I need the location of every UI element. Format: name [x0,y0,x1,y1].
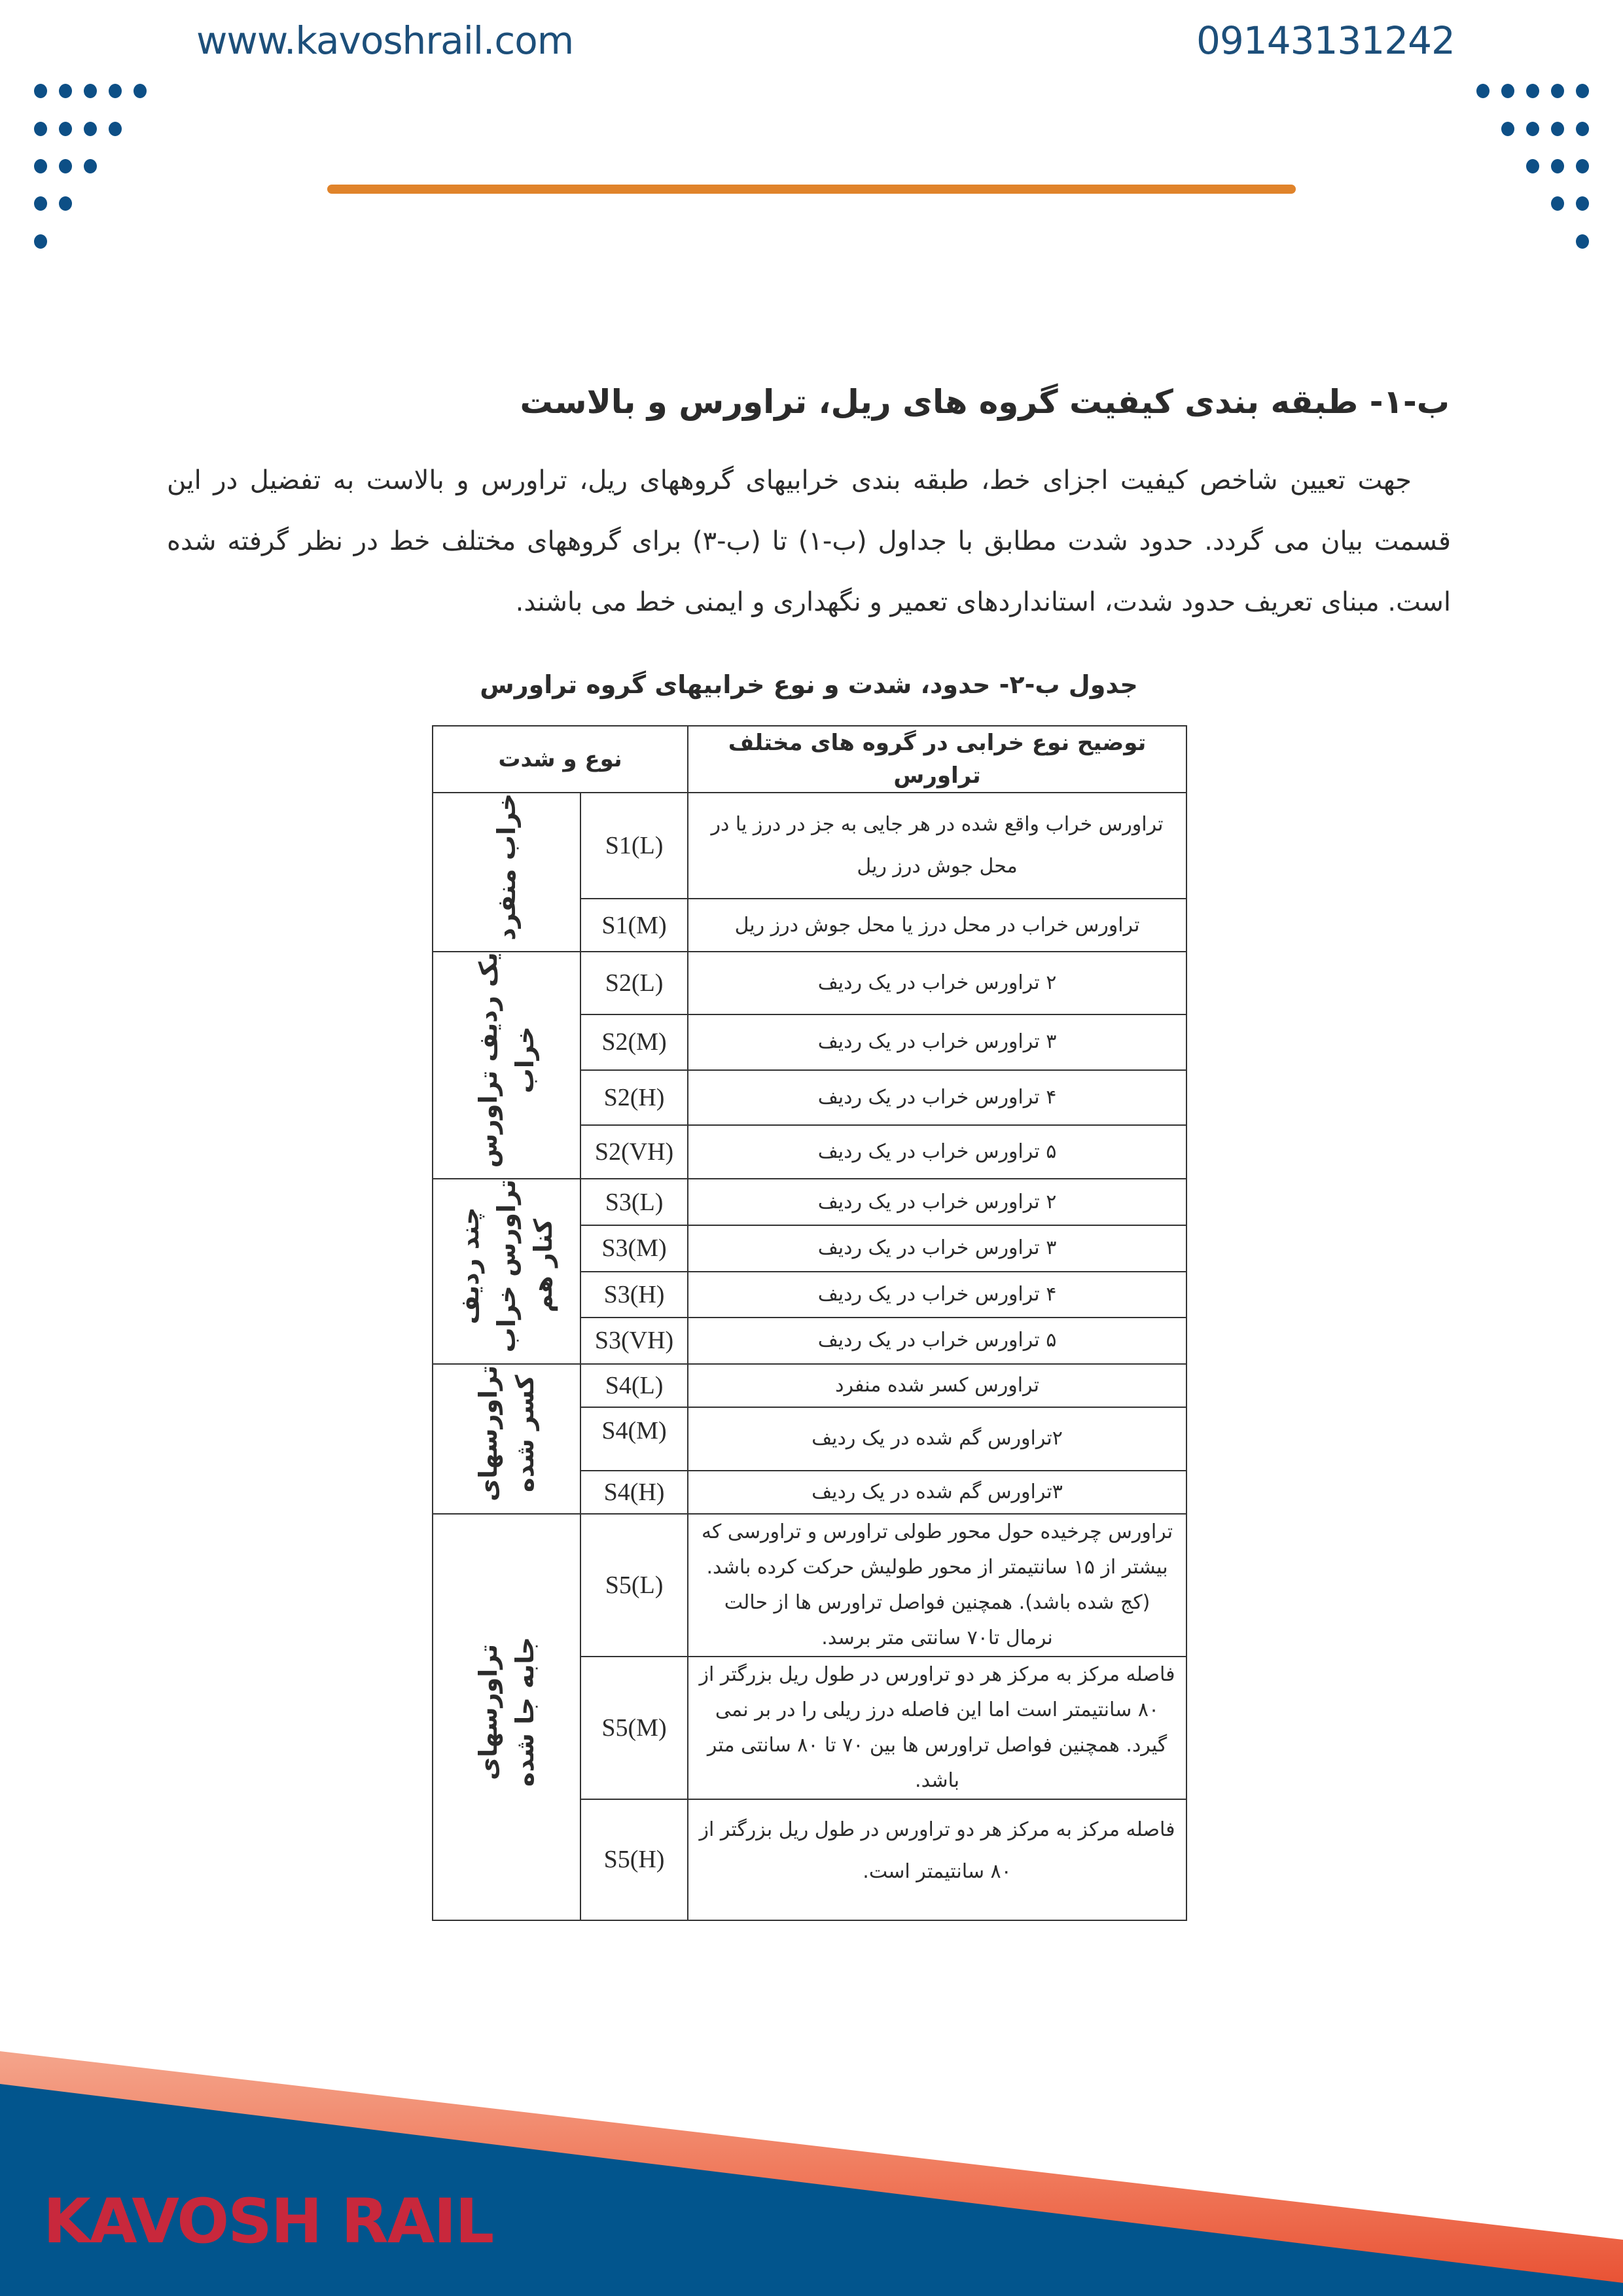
defect-description: تراورس خراب در محل درز یا محل جوش درز ریل [688,899,1186,952]
group-label: خراب منفرد [492,793,521,941]
dot [1576,84,1589,98]
severity-code: S3(L) [580,1179,688,1225]
paragraph-text: جهت تعیین شاخص کیفیت اجزای خط، طبقه بندی خرابیهای گروههای ریل، تراورس و بالاست به تفضیل در این قسمت بیان می گردد. حدود شدت مطابق با جداول (ب-۱) تا (ب-۳) برای گروههای مختلف خط در نظر گرفته شده است. مبنای تعریف حدود شدت، استانداردهای تعمیر و نگهداری و ایمنی خط می باشند. [167,465,1451,617]
section-paragraph [167,450,1451,633]
severity-code: S2(H) [580,1070,688,1126]
dot [1476,84,1489,98]
defect-description: تراورس خراب واقع شده در هر جایی به جز در درز یا در محل جوش درز ریل [688,793,1186,899]
defect-description: ۳تراورس گم شده در یک ردیف [688,1471,1186,1514]
group-cell [433,952,580,1179]
dot [1501,122,1514,136]
dot [59,159,72,173]
defect-description: ۵ تراورس خراب در یک ردیف [688,1318,1186,1364]
severity-code: S3(VH) [580,1318,688,1364]
header-type-severity: نوع و شدت [433,726,688,793]
severity-code: S4(M) [580,1407,688,1471]
defect-description: ۲تراورس گم شده در یک ردیف [688,1407,1186,1471]
dot [34,234,47,249]
phone-number: 09143131242 [1196,18,1455,63]
defect-description: ۴ تراورس خراب در یک ردیف [688,1272,1186,1318]
footer-brand-logo: KAVOSH RAIL [43,2186,493,2257]
dot [34,84,47,98]
severity-code: S5(L) [580,1514,688,1657]
website-url[interactable]: www.kavoshrail.com [196,18,574,63]
table-row [433,952,1186,1014]
table-row [433,793,1186,899]
group-cell [433,793,580,952]
group-label: چند ردیف تراورس خراب کنار هم [455,1179,558,1353]
dot [59,196,72,211]
defect-description: فاصله مرکز به مرکز هر دو تراورس در طول ریل بزرگتر از ۸۰ سانتیمتر است اما این فاصله درز ریلی را در بر نمی گیرد. همچنین فواصل تراورس ها بین ۷۰ تا ۸۰ سانتی متر باشد. [688,1657,1186,1799]
dot [134,84,147,98]
severity-code: S2(VH) [580,1125,688,1179]
dot [1526,159,1539,173]
group-label: تراورسهای جابه جا شده [474,1636,539,1787]
header-divider [327,185,1296,194]
dot [1526,84,1539,98]
dot [84,159,97,173]
dot [84,84,97,98]
table-caption: جدول ب-۲- حدود، شدت و نوع خرابیهای گروه تراورس [480,670,1138,699]
defect-description: ۳ تراورس خراب در یک ردیف [688,1225,1186,1272]
dot [1551,196,1564,211]
dot [1576,234,1589,249]
defect-description: ۳ تراورس خراب در یک ردیف [688,1014,1186,1070]
group-cell [433,1179,580,1363]
table-row [433,1179,1186,1225]
dot [34,159,47,173]
dot [109,122,122,136]
defect-description: تراورس کسر شده منفرد [688,1364,1186,1407]
dot [1526,122,1539,136]
section-heading: ب-۱- طبقه بندی کیفیت گروه های ریل، تراورس و بالاست [520,383,1450,421]
severity-code: S2(L) [580,952,688,1014]
dot [1576,159,1589,173]
dot [1576,122,1589,136]
dot [84,122,97,136]
severity-code: S3(M) [580,1225,688,1272]
header-description: توضیح نوع خرابی در گروه های مختلف تراورس [688,726,1186,793]
severity-code: S5(H) [580,1799,688,1920]
dot [1551,84,1564,98]
severity-code: S1(M) [580,899,688,952]
dot [59,122,72,136]
dot [59,84,72,98]
defect-description: ۵ تراورس خراب در یک ردیف [688,1125,1186,1179]
severity-code: S4(H) [580,1471,688,1514]
severity-code: S3(H) [580,1272,688,1318]
group-label: تراورسهای کسر شده [474,1365,539,1502]
severity-code: S4(L) [580,1364,688,1407]
dot [1551,159,1564,173]
defect-description: ۴ تراورس خراب در یک ردیف [688,1070,1186,1126]
severity-code: S1(L) [580,793,688,899]
sleeper-defects-table [432,725,1187,1921]
dot [109,84,122,98]
defect-description: تراورس چرخیده حول محور طولی تراورس و تراورسی که بیشتر از ۱۵ سانتیمتر از محور طولیش حرکت کرده باشد. (کج شده باشد). همچنین فواصل تراورس ها از حالت نرمال تا۷۰ سانتی متر برسد. [688,1514,1186,1657]
dot [34,196,47,211]
table-row [433,1514,1186,1657]
group-cell [433,1514,580,1920]
severity-code: S2(M) [580,1014,688,1070]
dot [1576,196,1589,211]
defect-description: ۲ تراورس خراب در یک ردیف [688,1179,1186,1225]
table-row [433,1364,1186,1407]
defect-description: فاصله مرکز به مرکز هر دو تراورس در طول ریل بزرگتر از ۸۰ سانتیمتر است. [688,1799,1186,1920]
severity-code: S5(M) [580,1657,688,1799]
table-header-row [433,726,1186,793]
defect-description: ۲ تراورس خراب در یک ردیف [688,952,1186,1014]
dot [1551,122,1564,136]
dot [1501,84,1514,98]
group-cell [433,1364,580,1514]
group-label: یک ردیف تراورس خراب [474,952,539,1168]
dot [34,122,47,136]
